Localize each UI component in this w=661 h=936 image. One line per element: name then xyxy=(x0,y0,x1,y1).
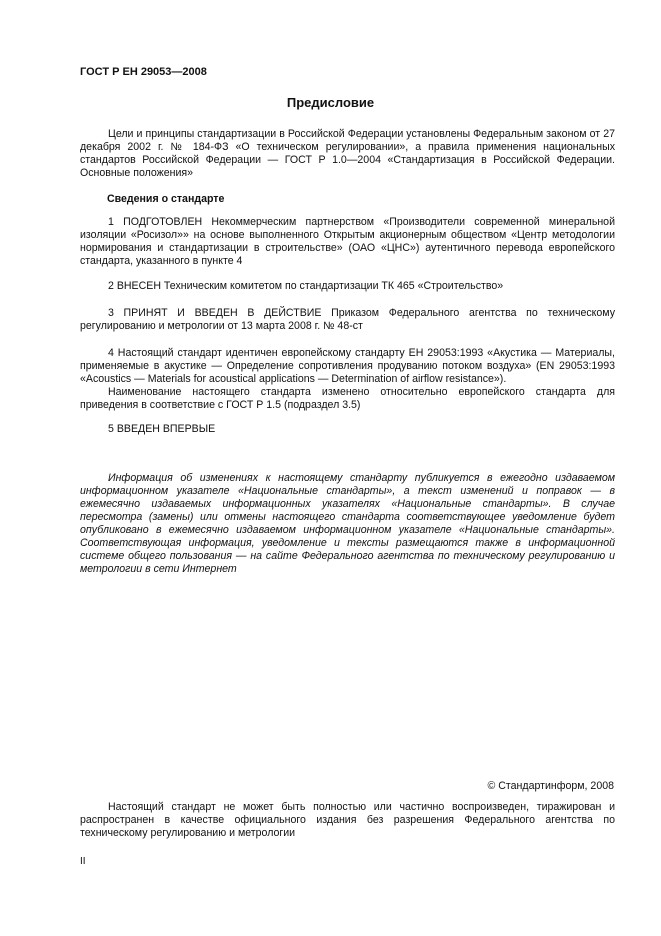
item-4-note: Наименование настоящего стандарта изменено относительно европейского стандарта для приведения в соответствие с ГОСТ Р 1.5 (подраздел 3.5) xyxy=(80,386,615,411)
reproduction-notice-text: Настоящий стандарт не может быть полностью или частично воспроизведен, тиражирован и распространен в качестве официального издания без разрешения Федерального агентства по техническому регулированию и метрологии xyxy=(80,801,615,839)
section-heading: Сведения о стандарте xyxy=(107,193,225,205)
item-5-text: 5 ВВЕДЕН ВПЕРВЫЕ xyxy=(108,423,216,435)
copyright-line: © Стандартинформ, 2008 xyxy=(487,780,614,792)
item-2-paragraph xyxy=(80,280,615,293)
item-3-paragraph xyxy=(80,307,615,333)
item-2-text: 2 ВНЕСЕН Техническим комитетом по стандартизации ТК 465 «Строительство» xyxy=(108,280,504,292)
intro-paragraph xyxy=(80,128,615,180)
item-4-paragraph xyxy=(80,347,615,412)
item-5-paragraph xyxy=(80,423,615,436)
item-4-text: 4 Настоящий стандарт идентичен европейскому стандарту ЕН 29053:1993 «Акустика — Материалы, применяемые в акустике — Определение сопротивления продуванию потоком воздуха» (EN 29053:1993 «Acoustics — Materials for acoustical applications — Determination of airflow resistance»). xyxy=(80,347,615,385)
item-1-paragraph xyxy=(80,216,615,268)
intro-text: Цели и принципы стандартизации в Российской Федерации установлены Федеральным законом от 27 декабря 2002 г. № 184-ФЗ «О техническом регулировании», а правила применения национальных стандартов Российской Федерации — ГОСТ Р 1.0—2004 «Стандартизация в Российской Федерации. Основные положения» xyxy=(80,128,615,179)
item-1-text: 1 ПОДГОТОВЛЕН Некоммерческим партнерством «Производители современной минеральной изоляции «Росизол»» на основе выполненного Открытым акционерным обществом «Центр методологии нормирования и стандартизации в строительстве» (ОАО «ЦНС») аутентичного перевода европейского стандарта, указанного в пункте 4 xyxy=(80,216,615,267)
item-3-text: 3 ПРИНЯТ И ВВЕДЕН В ДЕЙСТВИЕ Приказом Федерального агентства по техническому регулированию и метрологии от 13 марта 2008 г. № 48-ст xyxy=(80,307,615,332)
info-notice-text: Информация об изменениях к настоящему стандарту публикуется в ежегодно издаваемом информационном указателе «Национальные стандарты», а текст изменений и поправок — в ежемесячно издаваемых информационных указателях «Национальные стандарты». В случае пересмотра (замены) или отмены настоящего стандарта соответствующее уведомление будет опубликовано в ежемесячно издаваемом информационном указателе «Национальные стандарты». Соответствующая информация, уведомление и тексты размещаются также в информационной системе общего пользования — на сайте Федерального агентства по техническому регулированию и метрологии в сети Интернет xyxy=(80,472,615,575)
document-header-code: ГОСТ Р ЕН 29053—2008 xyxy=(80,66,207,78)
reproduction-notice-paragraph xyxy=(80,801,615,840)
page-number: II xyxy=(80,856,86,867)
page-title: Предисловие xyxy=(286,95,375,110)
info-notice-paragraph xyxy=(80,472,615,576)
